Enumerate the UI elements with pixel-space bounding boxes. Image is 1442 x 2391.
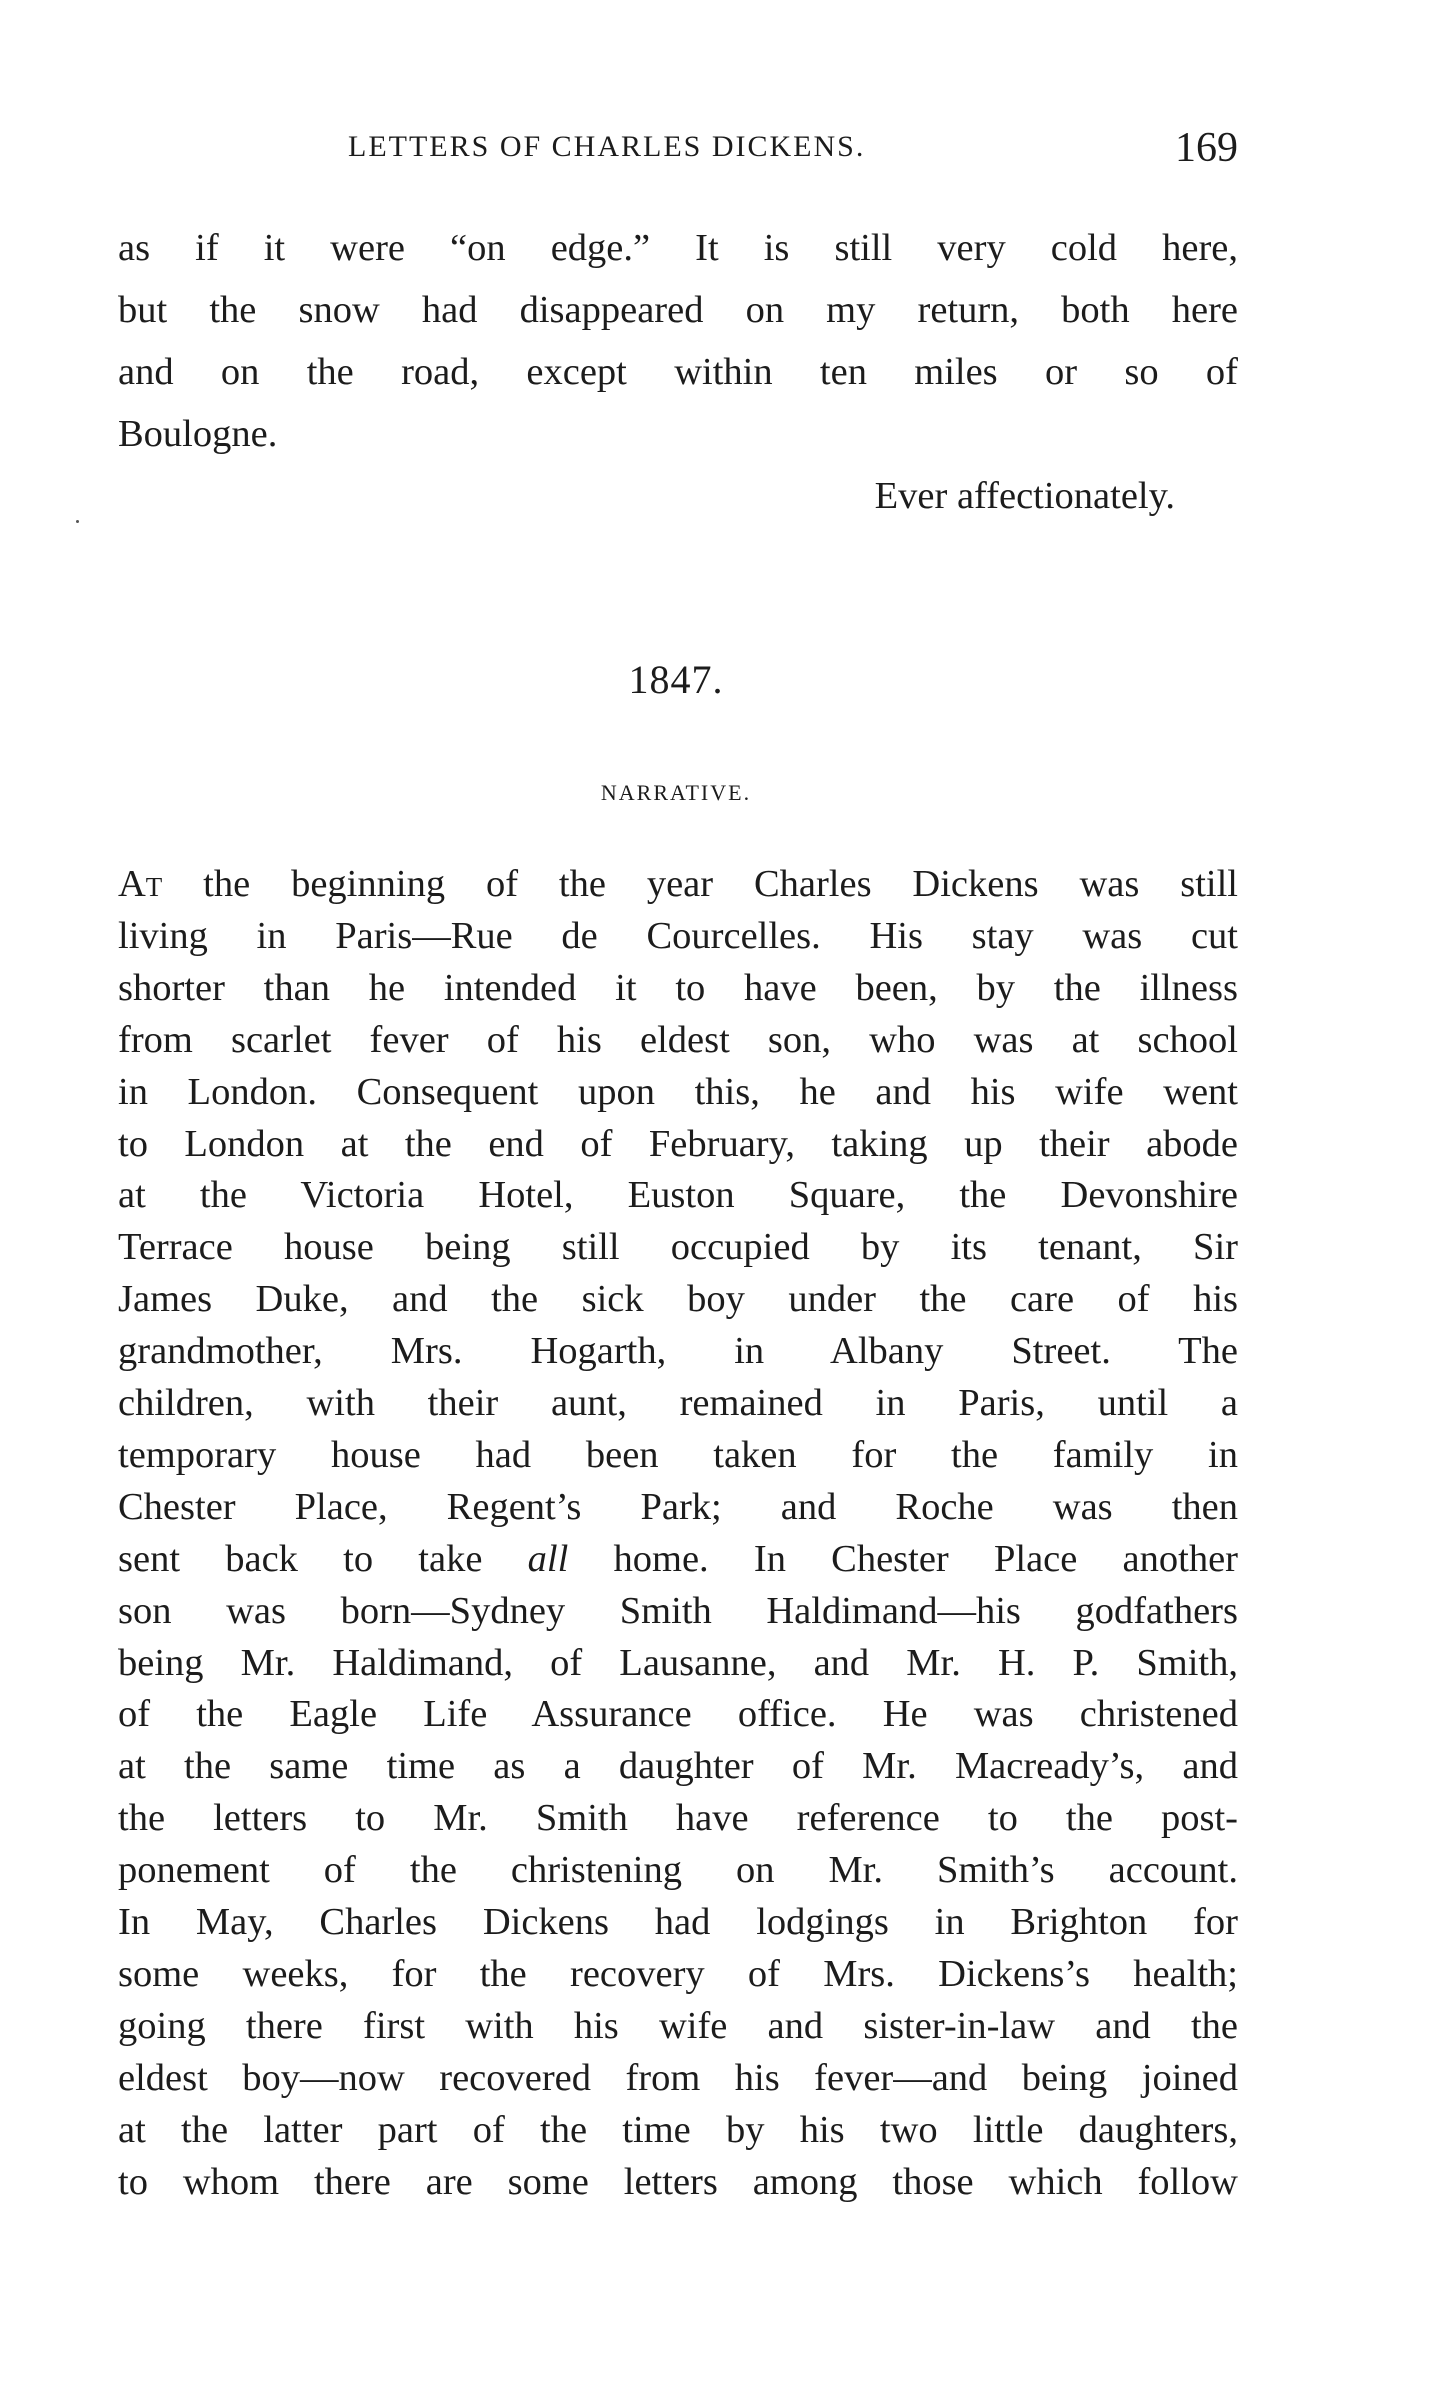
text-line: and on the road, except within ten miles or so of [118,351,1238,393]
text-line: children, with their aunt, remained in Paris, until a [118,1382,1238,1424]
running-head [118,124,1238,174]
text-line: at the Victoria Hotel, Euston Square, the Devonshire [118,1174,1238,1217]
text-line: eldest boy—now recovered from his fever—and being joined [118,2056,1238,2099]
text-line: In May, Charles Dickens had lodgings in Brighton for [118,1901,1238,1943]
text-line: Terrace house being still occupied by its tenant, Sir [118,1226,1238,1269]
text-line: from scarlet fever of his eldest son, who was at school [118,1018,1238,1061]
text-line: son was born—Sydney Smith Haldimand—his godfathers [118,1589,1238,1632]
text-line: to whom there are some letters among those which follow [118,2160,1238,2203]
text-line: the letters to Mr. Smith have reference to the post- [118,1797,1238,1840]
text-line: temporary house had been taken for the family in [118,1433,1238,1476]
text-line: going there first with his wife and sister-in-law and the [118,2004,1238,2047]
section-year: 1847. [628,657,724,702]
text-line: being Mr. Haldimand, of Lausanne, and Mr. H. P. Smith, [118,1641,1238,1684]
text-line: sent back to take all home. In Chester Place another [118,1537,1239,1580]
text-line: at the same time as a daughter of Mr. Macready’s, and [118,1745,1238,1788]
text-line: as if it were “on edge.” It is still very cold here, [118,227,1238,269]
text-line: in London. Consequent upon this, he and his wife went [118,1070,1238,1113]
text-line: shorter than he intended it to have been, by the illness [118,966,1238,1009]
text-line: grandmother, Mrs. Hogarth, in Albany Street. The [118,1330,1238,1373]
text-line: ponement of the christening on Mr. Smith’s account. [118,1849,1238,1892]
text-line: some weeks, for the recovery of Mrs. Dickens’s health; [118,1952,1238,1995]
text-line: James Duke, and the sick boy under the care of his [118,1278,1238,1321]
text-line: at the latter part of the time by his two little daughters, [118,2108,1238,2151]
section-heading: NARRATIVE. [600,780,752,805]
print-speck [76,520,79,523]
text-line: living in Paris—Rue de Courcelles. His stay was cut [118,914,1238,957]
text-line: At the beginning of the year Charles Dickens was still [118,863,1238,905]
text-line: Chester Place, Regent’s Park; and Roche was then [118,1485,1238,1528]
text-line: Boulogne. [118,413,278,455]
text-line: of the Eagle Life Assurance office. He was christened [118,1693,1238,1736]
page-number: 169 [1175,125,1238,171]
letter-signoff: Ever affectionately. [874,475,1175,517]
running-title: LETTERS OF CHARLES DICKENS. [348,130,866,163]
text-line: to London at the end of February, taking up their abode [118,1122,1238,1165]
text-line: but the snow had disappeared on my return, both here [118,289,1238,331]
